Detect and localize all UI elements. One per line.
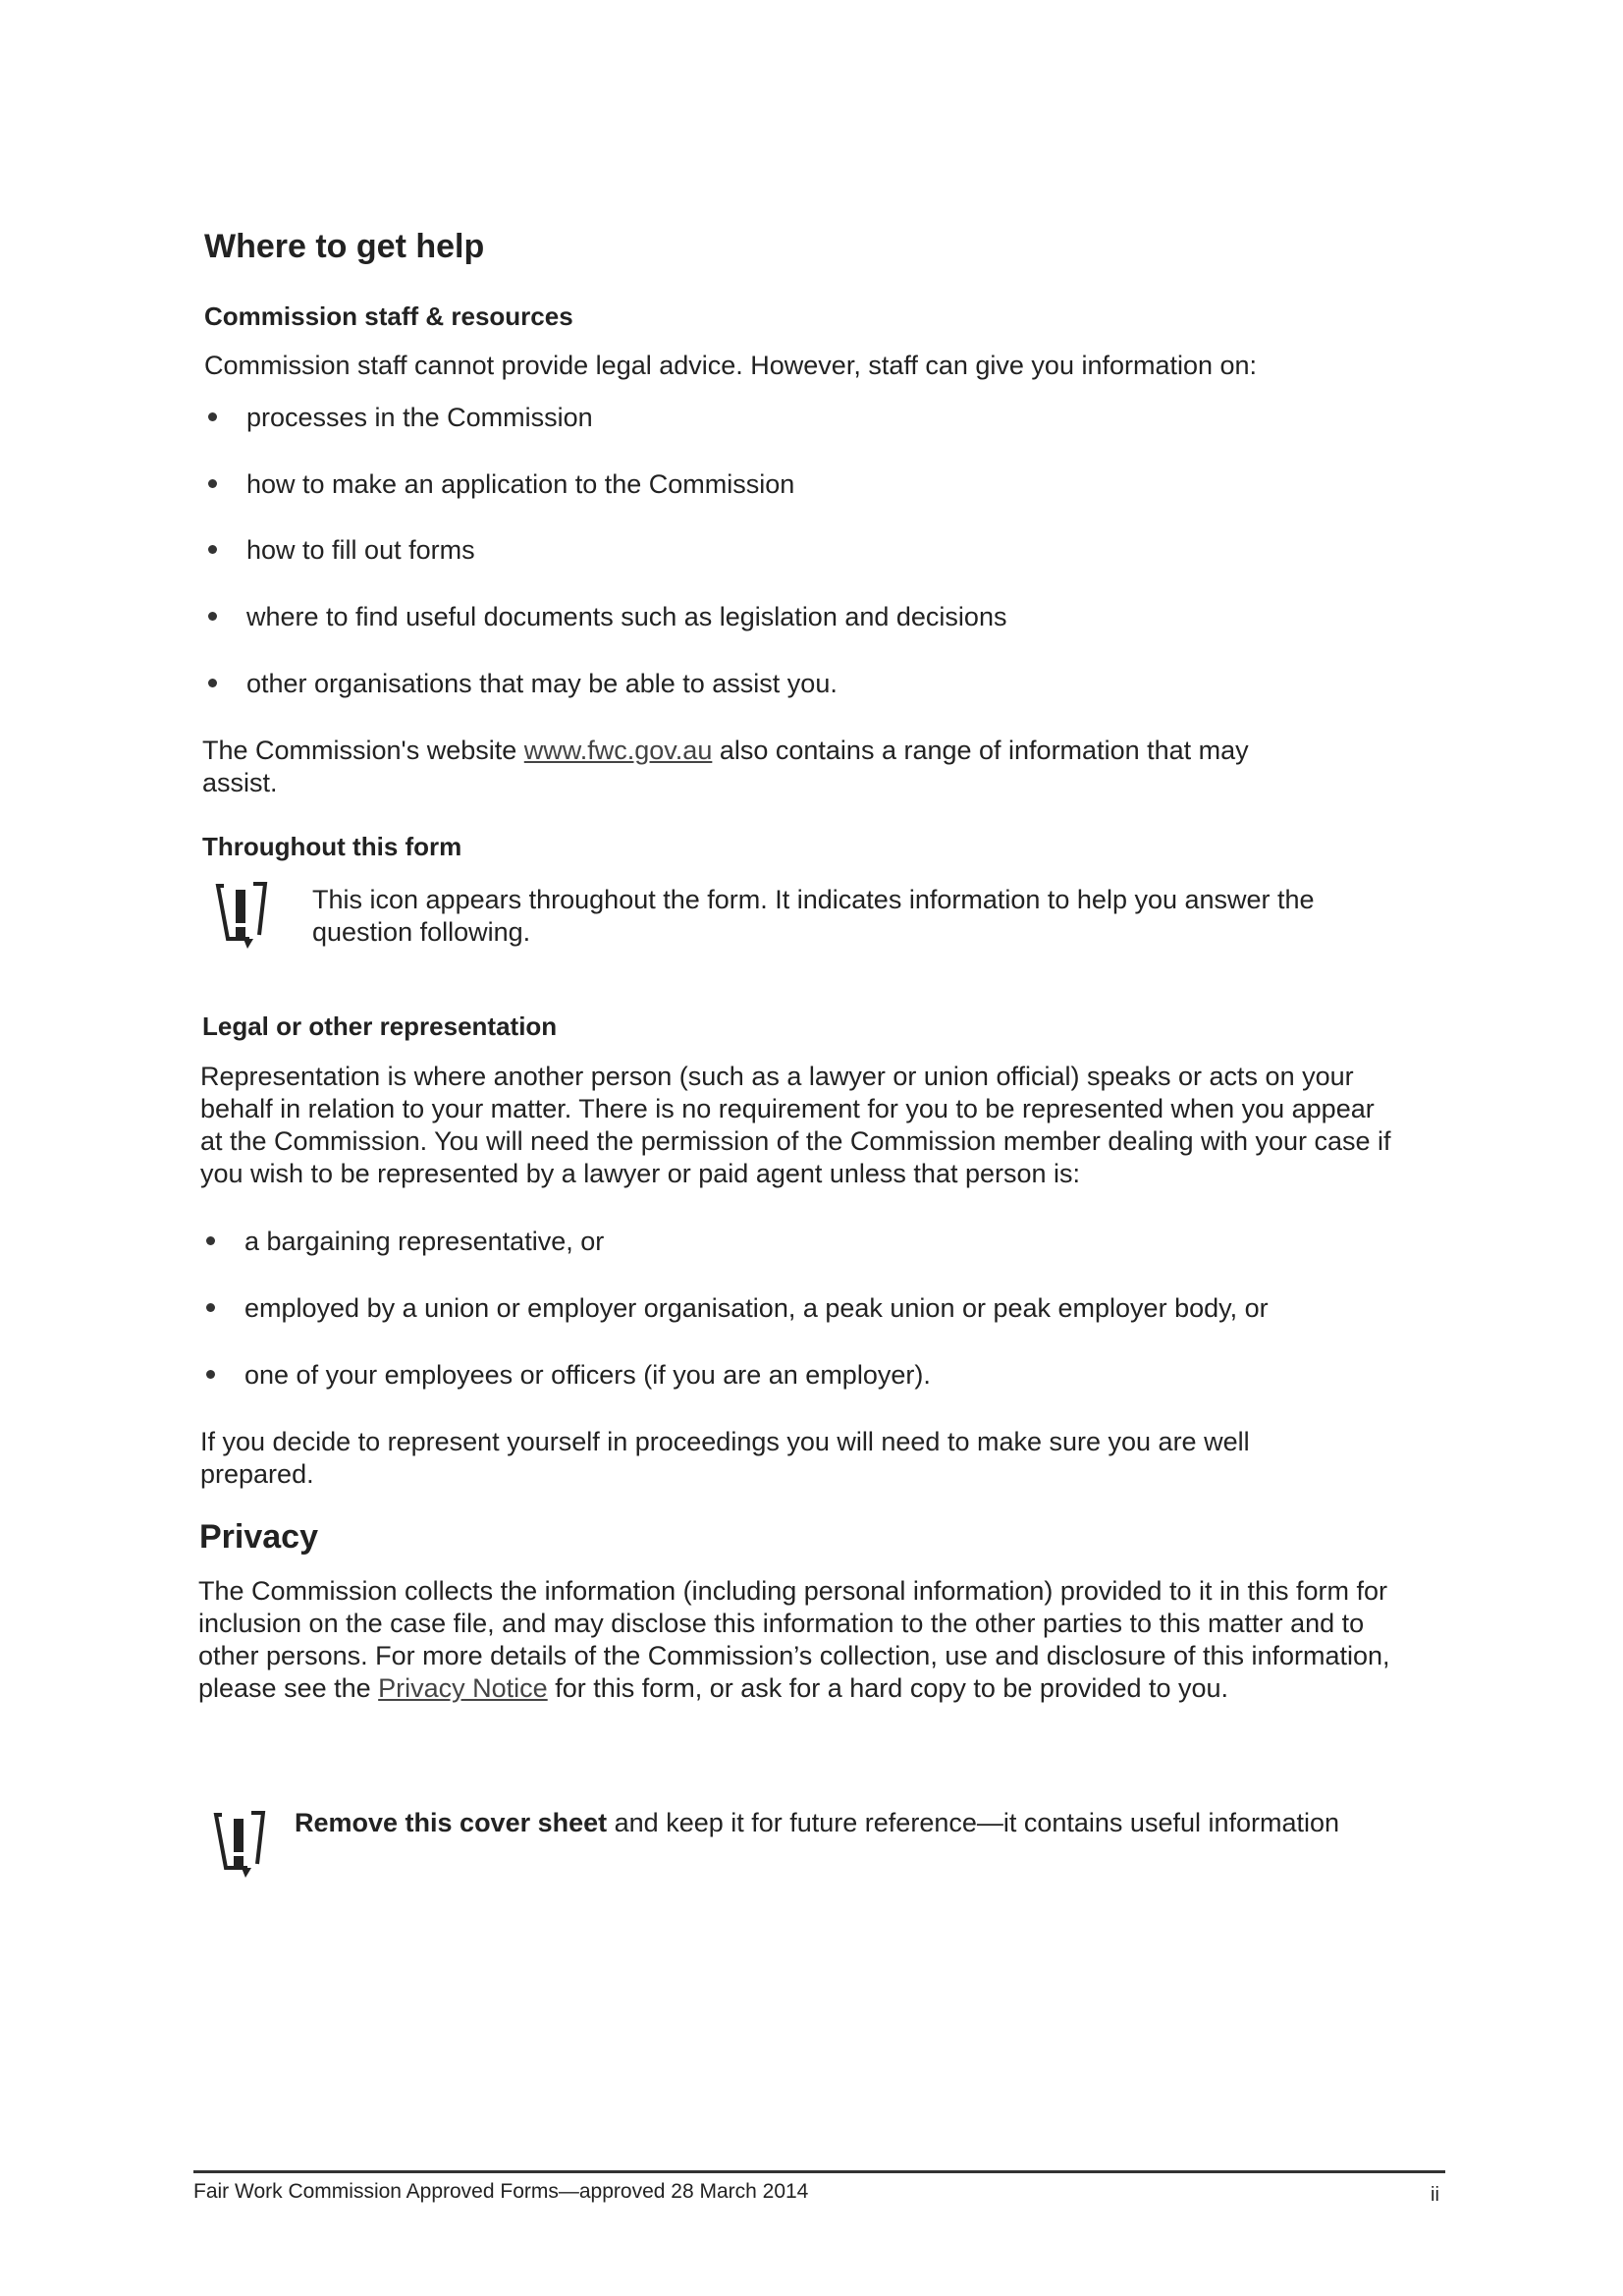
website-text-after: also contains a range of information that may <box>712 736 1249 765</box>
bullet-icon <box>208 479 217 488</box>
bullet-icon <box>208 545 217 554</box>
page-number: ii <box>1431 2184 1439 2206</box>
staff-intro: Commission staff cannot provide legal advice. However, staff can give you information on: <box>204 351 1258 380</box>
list-item-text: one of your employees or officers (if you are an employer). <box>244 1360 931 1390</box>
list-item <box>206 1292 1269 1325</box>
list-item-text: other organisations that may be able to assist you. <box>246 669 838 698</box>
website-text-line2: assist. <box>202 768 278 797</box>
privacy-notice-link[interactable]: Privacy Notice <box>378 1673 548 1703</box>
info-alert-icon <box>210 874 275 955</box>
list-item-text: where to find useful documents such as legislation and decisions <box>246 602 1007 631</box>
throughout-heading: Throughout this form <box>202 832 462 861</box>
throughout-text <box>312 884 1315 949</box>
privacy-line4-before: please see the <box>198 1673 379 1703</box>
representation-paragraph <box>200 1061 1391 1190</box>
bullet-icon <box>206 1370 215 1379</box>
list-item <box>208 468 794 501</box>
list-item <box>206 1226 604 1258</box>
website-text-before: The Commission's website <box>202 736 524 765</box>
closing-line1: If you decide to represent yourself in proceedings you will need to make sure you are well <box>200 1427 1250 1456</box>
list-item <box>208 601 1006 633</box>
website-paragraph <box>202 735 1249 799</box>
representation-heading: Legal or other representation <box>202 1011 558 1041</box>
throughout-line1: This icon appears throughout the form. It indicates information to help you answer the <box>312 885 1315 914</box>
bullet-icon <box>206 1303 215 1312</box>
closing-line2: prepared. <box>200 1459 314 1489</box>
bullet-icon <box>208 412 217 421</box>
privacy-paragraph <box>198 1575 1390 1705</box>
staff-heading: Commission staff & resources <box>204 301 573 331</box>
representation-line: you wish to be represented by a lawyer or paid agent unless that person is: <box>200 1159 1081 1188</box>
list-item <box>208 668 838 700</box>
help-title: Where to get help <box>204 228 485 265</box>
privacy-line3: other persons. For more details of the Commission’s collection, use and disclosure of this information, <box>198 1641 1390 1670</box>
footer-divider <box>193 2170 1445 2173</box>
privacy-line2: inclusion on the case file, and may disclose this information to the other parties to this matter and to <box>198 1609 1365 1638</box>
remove-cover-rest: and keep it for future reference—it contains useful information <box>607 1808 1340 1837</box>
list-item-text: how to fill out forms <box>246 535 475 565</box>
list-item <box>208 534 475 567</box>
footer-text: Fair Work Commission Approved Forms—approved 28 March 2014 <box>193 2180 809 2203</box>
website-link[interactable]: www.fwc.gov.au <box>523 736 713 765</box>
list-item-text: a bargaining representative, or <box>244 1227 605 1256</box>
throughout-line2: question following. <box>312 917 531 947</box>
representation-line: at the Commission. You will need the permission of the Commission member dealing with your case if <box>200 1126 1391 1156</box>
list-item-text: how to make an application to the Commission <box>246 469 795 499</box>
bullet-icon <box>206 1236 215 1245</box>
privacy-title: Privacy <box>199 1518 318 1556</box>
representation-line: Representation is where another person (such as a lawyer or union official) speaks or acts on your <box>200 1062 1354 1091</box>
remove-cover-note <box>295 1807 1339 1839</box>
privacy-line1: The Commission collects the information (including personal information) provided to it in this form for <box>198 1576 1388 1606</box>
privacy-line4-after: for this form, or ask for a hard copy to be provided to you. <box>547 1673 1229 1703</box>
bullet-icon <box>208 679 217 687</box>
bullet-icon <box>208 612 217 621</box>
representation-line: behalf in relation to your matter. There is no requirement for you to be represented when you appear <box>200 1094 1375 1123</box>
list-item <box>208 402 593 434</box>
representation-closing <box>200 1426 1250 1491</box>
info-alert-icon <box>208 1803 273 1884</box>
list-item-text: employed by a union or employer organisation, a peak union or peak employer body, or <box>244 1293 1269 1323</box>
remove-cover-bold: Remove this cover sheet <box>295 1808 608 1837</box>
list-item-text: processes in the Commission <box>246 403 593 432</box>
list-item <box>206 1359 931 1392</box>
